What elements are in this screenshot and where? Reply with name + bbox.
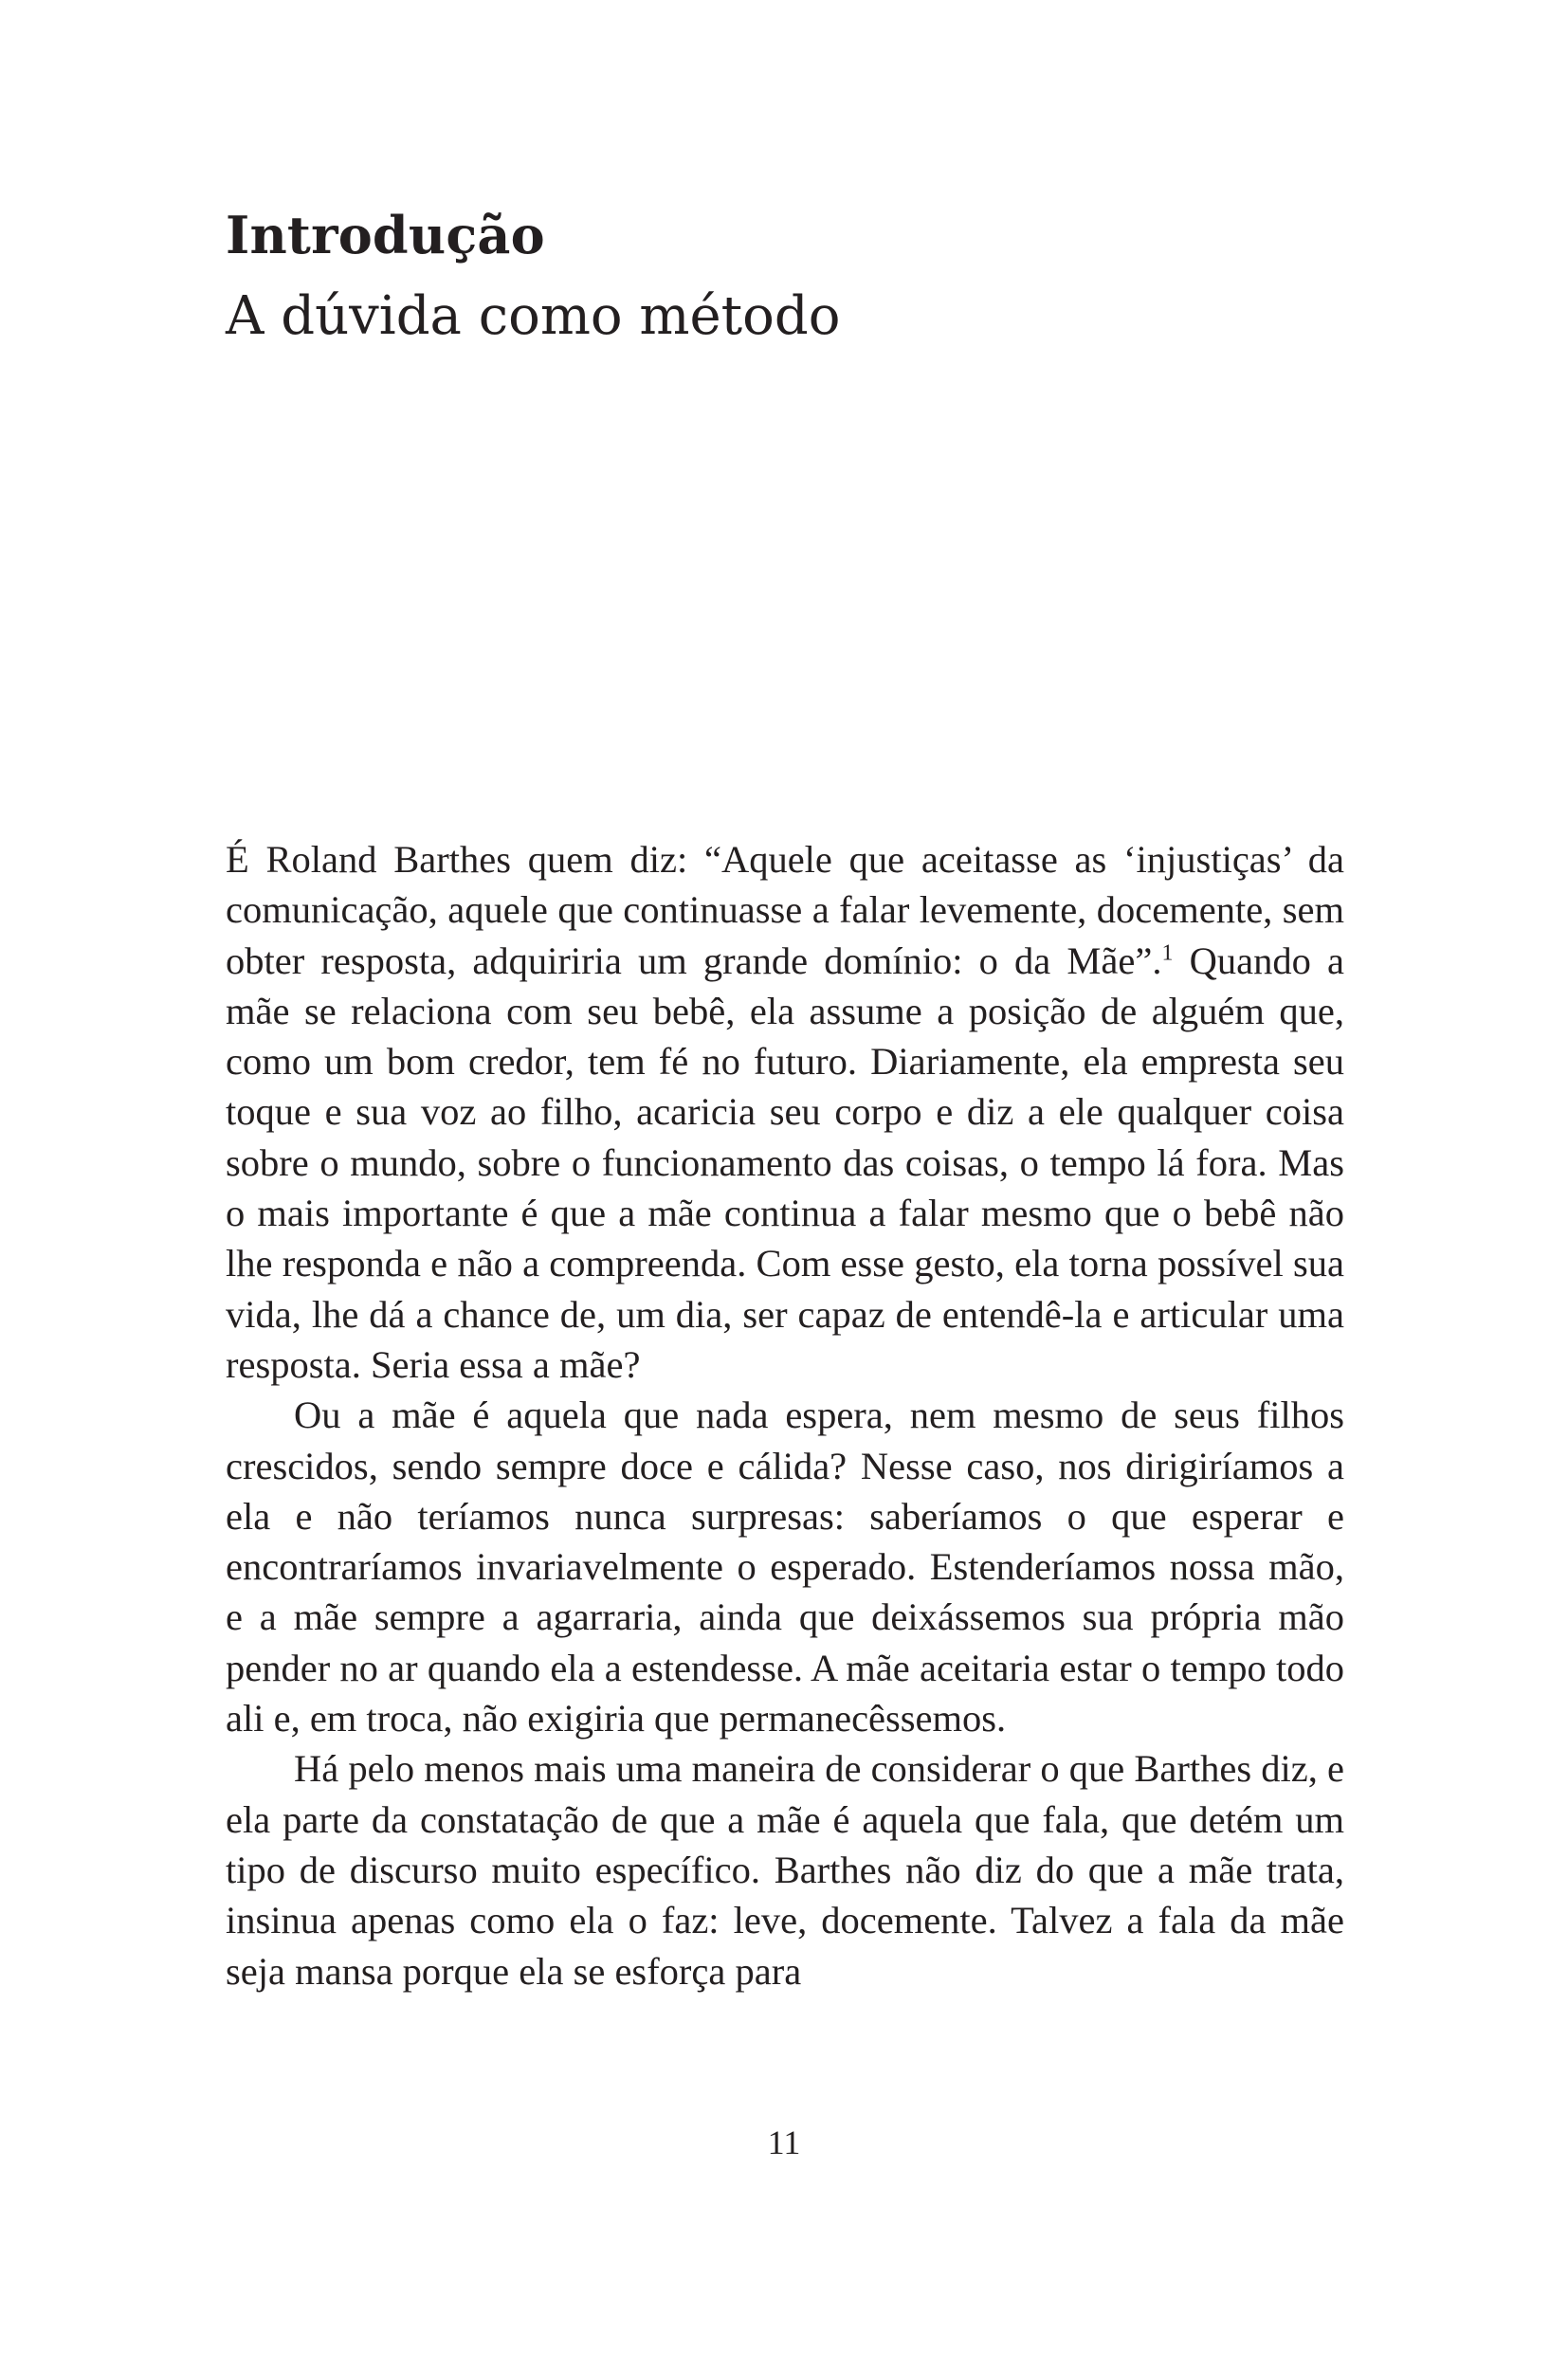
chapter-heading — [226, 194, 840, 357]
footnote-reference: 1 — [1161, 940, 1174, 966]
paragraph-2: Ou a mãe é aquela que nada espera, nem mesmo de seus filhos crescidos, sendo sempre doce e cálida? Nesse caso, nos dirigiríamos a ela e não teríamos nunca surpresas: saberíamos o que esperar e encontraríamos invariavelmente o esperado. Estenderíamos nossa mão, e a mãe sempre a agarraria, ainda que deixássemos sua própria mão pender no ar quando ela a estendesse. A mãe aceitaria estar o tempo todo ali e, em troca, não exigiria que permanecêssemos. — [226, 1394, 1344, 1740]
chapter-title: A dúvida como método — [226, 285, 841, 347]
paragraph-1-continuation: Quando a mãe se relaciona com seu bebê, ela assume a posição de alguém que, como um bom credor, tem fé no futuro. Diariamente, ela empresta seu toque e sua voz ao filho, acaricia seu corpo e diz a ele qualquer coisa sobre o mundo, sobre o funcionamento das coisas, o tempo lá fora. Mas o mais importante é que a mãe continua a falar mesmo que o bebê não lhe responda e não a compreenda. Com esse gesto, ela torna possível sua vida, lhe dá a chance de, um dia, ser capaz de entendê-la e articular uma resposta. Seria essa a mãe? — [226, 938, 1344, 1386]
paragraph-3: Há pelo menos mais uma maneira de considerar o que Barthes diz, e ela parte da constatação de que a mãe é aquela que fala, que detém um tipo de discurso muito específico. Barthes não diz do que a mãe trata, insinua apenas como ela o faz: leve, docemente. Talvez a fala da mãe seja mansa porque ela se esforça para — [226, 1747, 1344, 1993]
paragraph-1 — [226, 834, 1344, 1390]
body-text — [226, 834, 1344, 1996]
page-number: 11 — [767, 2123, 801, 2161]
paragraph-1-quote: É Roland Barthes quem diz: “Aquele que aceitasse as ‘injustiças’ da comunicação, aquele que continuasse a falar levemente, docemente, sem obter resposta, adquiriria um grande domínio: o da Mãe”. — [226, 838, 1344, 982]
chapter-label: Introdução — [226, 205, 545, 265]
